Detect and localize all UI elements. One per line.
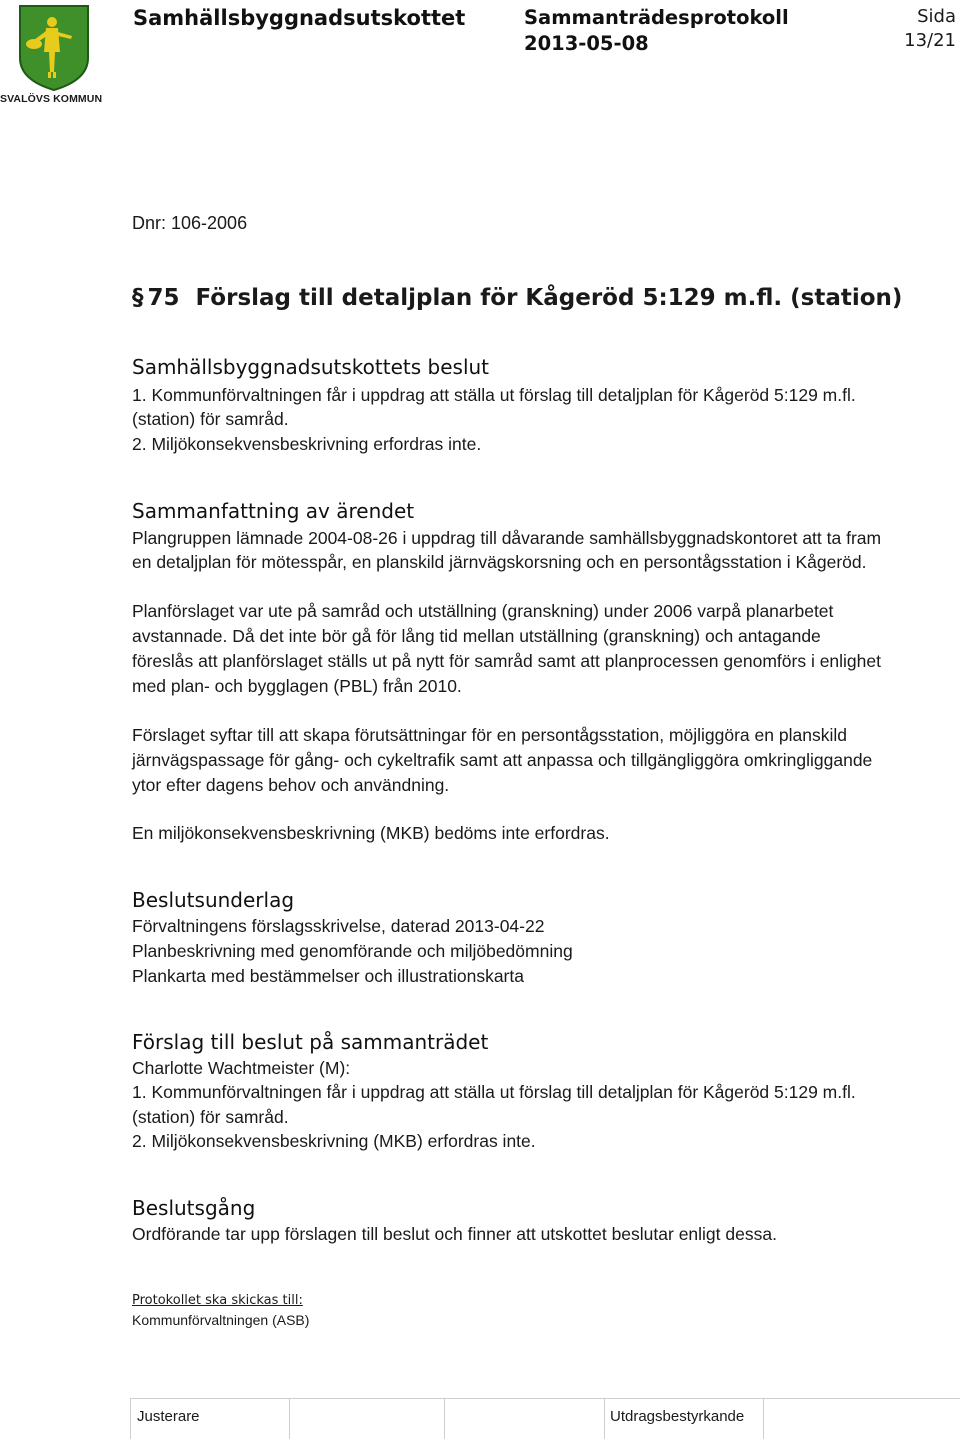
summary-text-line: en detaljplan för mötesspår, en planskild järnvägskorsning och en persontågsstation i Kågeröd.: [132, 552, 867, 572]
paragraph-title: [132, 285, 902, 311]
summary-text-line: ytor efter dagens behov och användning.: [132, 775, 450, 795]
summary-text-line: järnvägspassage för gång- och cykeltrafik samt att anpassa och tillgängliggöra omkringliggande: [132, 750, 873, 770]
footer-divider: [130, 1398, 131, 1439]
summary-text-line: föreslås att planförslaget ställs ut på nytt för samråd samt att planprocessen genomförs i enlighet: [132, 651, 881, 671]
footer-divider: [444, 1398, 445, 1439]
decision-line: (station) för samråd.: [132, 409, 289, 429]
distribution-recipient: Kommunförvaltningen (ASB): [132, 1312, 310, 1328]
summary-text-line: med plan- och bygglagen (PBL) från 2010.: [132, 676, 462, 696]
summary-heading: Sammanfattning av ärendet: [132, 499, 415, 523]
footer-utdragsbestyrkande: Utdragsbestyrkande: [610, 1408, 745, 1425]
footer-divider: [289, 1398, 290, 1439]
distribution-label: Protokollet ska skickas till:: [132, 1293, 303, 1308]
section-sign: §: [132, 285, 144, 311]
basis-item: Planbeskrivning med genomförande och miljöbedömning: [132, 941, 573, 961]
procedure-heading: Beslutsgång: [132, 1196, 256, 1220]
summary-text-line: avstannade. Då det inte bör gå för lång tid mellan utställning (granskning) och antagande: [132, 626, 821, 646]
procedure-text: Ordförande tar upp förslagen till beslut och finner att utskottet beslutar enligt dessa.: [132, 1224, 777, 1244]
committee-name: Samhällsbyggnadsutskottet: [133, 6, 466, 30]
proposal-line: (station) för samråd.: [132, 1107, 289, 1127]
decision-heading: Samhällsbyggnadsutskottets beslut: [132, 355, 490, 379]
municipality-logo: [0, 0, 112, 110]
page-label: Sida: [917, 6, 956, 27]
page-number: 13/21: [904, 30, 956, 51]
footer-rule: [130, 1398, 960, 1399]
basis-item: Plankarta med bestämmelser och illustrationskarta: [132, 966, 524, 986]
summary-text-line: En miljökonsekvensbeskrivning (MKB) bedöms inte erfordras.: [132, 823, 610, 843]
meeting-date: 2013-05-08: [524, 32, 649, 55]
summary-text-line: Förslaget syftar till att skapa förutsättningar för en persontågsstation, möjliggöra en planskild: [132, 725, 847, 745]
footer-divider: [763, 1398, 764, 1439]
proposal-line: 1. Kommunförvaltningen får i uppdrag att ställa ut förslag till detaljplan för Kågeröd 5:129 m.fl.: [132, 1082, 856, 1102]
basis-heading: Beslutsunderlag: [132, 888, 295, 912]
proposal-line: 2. Miljökonsekvensbeskrivning (MKB) erfordras inte.: [132, 1131, 536, 1151]
summary-text-line: Planförslaget var ute på samråd och utställning (granskning) under 2006 varpå planarbetet: [132, 601, 834, 621]
summary-text-line: Plangruppen lämnade 2004-08-26 i uppdrag till dåvarande samhällsbyggnadskontoret att ta fram: [132, 528, 882, 548]
proposal-line: Charlotte Wachtmeister (M):: [132, 1058, 351, 1078]
footer-divider: [604, 1398, 605, 1439]
coat-of-arms-icon: [0, 0, 112, 92]
document-type: Sammanträdesprotokoll: [524, 6, 789, 29]
proposal-heading: Förslag till beslut på sammanträdet: [132, 1030, 489, 1054]
title-text: 75 Förslag till detaljplan för Kågeröd 5:129 m.fl. (station): [147, 285, 903, 311]
decision-line: 1. Kommunförvaltningen får i uppdrag att ställa ut förslag till detaljplan för Kågeröd 5:129 m.fl.: [132, 385, 856, 405]
footer-justerare: Justerare: [137, 1408, 200, 1425]
decision-line: 2. Miljökonsekvensbeskrivning erfordras inte.: [132, 434, 482, 454]
basis-item: Förvaltningens förslagsskrivelse, daterad 2013-04-22: [132, 916, 545, 936]
case-number: Dnr: 106-2006: [132, 213, 248, 233]
municipality-name: SVALÖVS KOMMUN: [0, 93, 103, 105]
